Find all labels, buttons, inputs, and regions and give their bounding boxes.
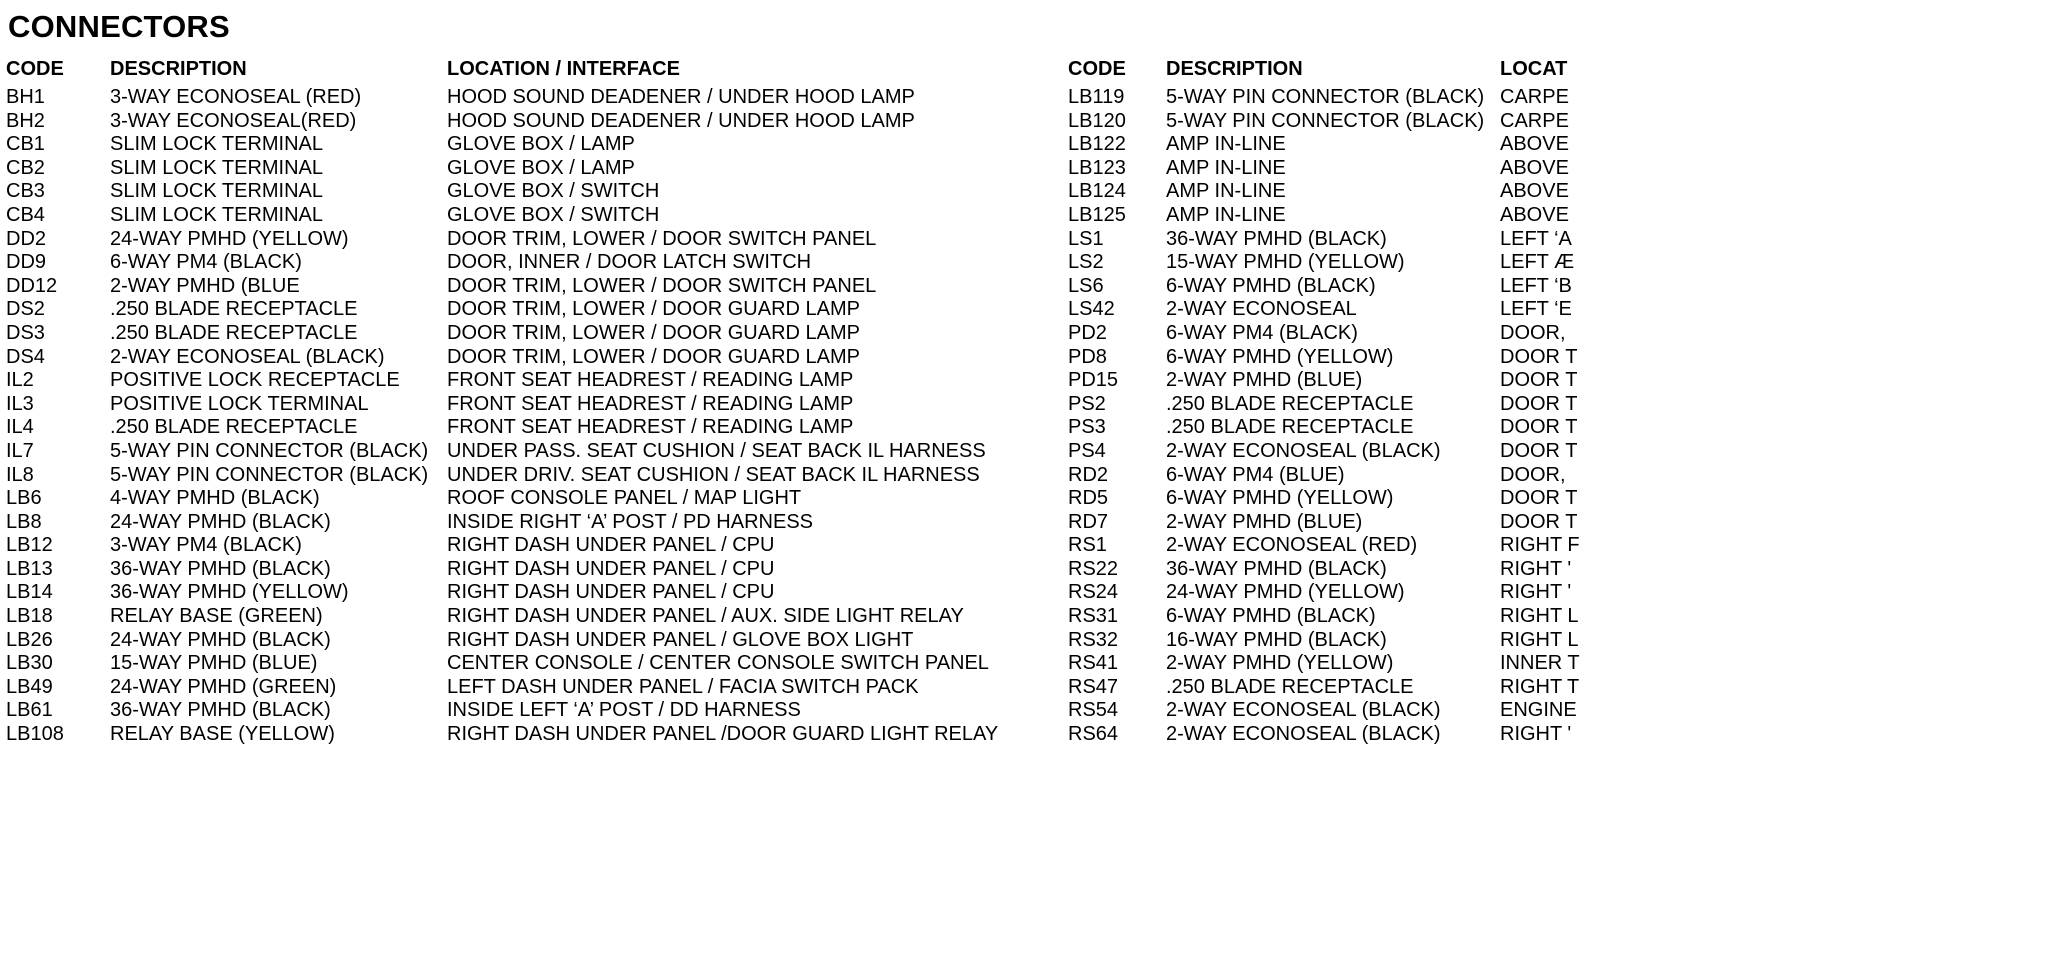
connector-description: RELAY BASE (GREEN) (110, 605, 323, 628)
connector-description: AMP IN-LINE (1166, 180, 1286, 203)
table-row (0, 180, 2050, 204)
connector-location: RIGHT L (1500, 628, 1579, 651)
table-row (0, 581, 2050, 605)
connector-description: 36-WAY PMHD (BLACK) (110, 699, 331, 722)
table-row (0, 699, 2050, 723)
connector-description: .250 BLADE RECEPTACLE (1166, 392, 1414, 415)
connector-description: 24-WAY PMHD (BLACK) (110, 628, 331, 651)
table-row (0, 534, 2050, 558)
connector-code: CB2 (6, 156, 45, 179)
connector-description: .250 BLADE RECEPTACLE (110, 416, 358, 439)
connector-description: 6-WAY PM4 (BLACK) (110, 251, 302, 274)
connector-code: LB122 (1068, 133, 1126, 156)
connector-code: PS3 (1068, 416, 1106, 439)
table-row (0, 228, 2050, 252)
connector-location: INSIDE RIGHT ‘A’ POST / PD HARNESS (447, 510, 813, 533)
connector-description: 5-WAY PIN CONNECTOR (BLACK) (1166, 109, 1485, 132)
connector-code: CB1 (6, 133, 45, 156)
connector-location: DOOR TRIM, LOWER / DOOR GUARD LAMP (447, 298, 860, 321)
connector-description: 5-WAY PIN CONNECTOR (BLACK) (110, 463, 429, 486)
connector-description: POSITIVE LOCK TERMINAL (110, 392, 369, 415)
connector-code: LS1 (1068, 227, 1104, 250)
connector-location: HOOD SOUND DEADENER / UNDER HOOD LAMP (447, 86, 915, 108)
connector-code: RS31 (1068, 605, 1119, 628)
connector-location: FRONT SEAT HEADREST / READING LAMP (447, 392, 854, 415)
connector-code: LB13 (6, 557, 53, 580)
connector-description: AMP IN-LINE (1166, 133, 1286, 156)
connector-location: CENTER CONSOLE / CENTER CONSOLE SWITCH PANEL (447, 652, 989, 675)
connector-location: UNDER DRIV. SEAT CUSHION / SEAT BACK IL HARNESS (447, 463, 980, 486)
connector-location: GLOVE BOX / SWITCH (447, 203, 660, 226)
connector-location: RIGHT DASH UNDER PANEL / GLOVE BOX LIGHT (447, 628, 914, 651)
connector-code: RD5 (1068, 487, 1109, 510)
connector-description: 36-WAY PMHD (BLACK) (1166, 227, 1387, 250)
table-row (0, 723, 2050, 747)
connector-location: DOOR T (1500, 510, 1578, 533)
connector-code: LB124 (1068, 180, 1126, 203)
connector-location: RIGHT DASH UNDER PANEL / CPU (447, 534, 775, 557)
connector-description: 3-WAY ECONOSEAL(RED) (110, 109, 357, 132)
connector-location: RIGHT DASH UNDER PANEL /DOOR GUARD LIGHT RELAY (447, 723, 999, 746)
table-row (0, 393, 2050, 417)
connector-location: RIGHT T (1500, 675, 1580, 698)
connector-location: GLOVE BOX / LAMP (447, 156, 635, 179)
table-row (0, 346, 2050, 370)
connector-code: LB12 (6, 534, 53, 557)
table-row (0, 440, 2050, 464)
connector-location: RIGHT L (1500, 605, 1579, 628)
connector-location: RIGHT DASH UNDER PANEL / AUX. SIDE LIGHT RELAY (447, 605, 964, 628)
connector-location: RIGHT DASH UNDER PANEL / CPU (447, 581, 775, 604)
connector-description: 2-WAY ECONOSEAL (BLACK) (1166, 439, 1441, 462)
connector-code: LS6 (1068, 274, 1104, 297)
header-location: LOCATION / INTERFACE (447, 58, 680, 80)
connector-description: 6-WAY PMHD (YELLOW) (1166, 345, 1394, 368)
connector-code: DS3 (6, 321, 45, 344)
connector-description: .250 BLADE RECEPTACLE (1166, 416, 1414, 439)
connector-code: DD2 (6, 227, 47, 250)
connector-description: AMP IN-LINE (1166, 156, 1286, 179)
connector-description: 2-WAY PMHD (BLUE) (1166, 510, 1363, 533)
connector-description: 6-WAY PMHD (YELLOW) (1166, 487, 1394, 510)
connector-location: DOOR TRIM, LOWER / DOOR GUARD LAMP (447, 321, 860, 344)
table-row (0, 676, 2050, 700)
header-code-right: CODE (1068, 58, 1126, 80)
table-row (0, 369, 2050, 393)
connector-code: BH2 (6, 109, 45, 132)
header-code: CODE (6, 58, 64, 80)
table-row (0, 204, 2050, 228)
connector-location: RIGHT DASH UNDER PANEL / CPU (447, 557, 775, 580)
connector-description: 16-WAY PMHD (BLACK) (1166, 628, 1387, 651)
connector-description: SLIM LOCK TERMINAL (110, 180, 324, 203)
connector-description: SLIM LOCK TERMINAL (110, 156, 324, 179)
connector-code: RS22 (1068, 557, 1119, 580)
connector-location: DOOR, (1500, 321, 1566, 344)
connector-code: IL7 (6, 439, 34, 462)
table-row (0, 251, 2050, 275)
right-connector-table (0, 86, 2050, 747)
connector-location: ABOVE (1500, 156, 1569, 179)
connector-code: RS1 (1068, 534, 1107, 557)
connector-location: DOOR T (1500, 416, 1578, 439)
connector-description: 24-WAY PMHD (GREEN) (110, 675, 337, 698)
connector-code: LB14 (6, 581, 53, 604)
connector-code: DD12 (6, 274, 58, 297)
connector-description: 2-WAY ECONOSEAL (BLACK) (110, 345, 385, 368)
connector-description: 24-WAY PMHD (BLACK) (110, 510, 331, 533)
connector-location: FRONT SEAT HEADREST / READING LAMP (447, 369, 854, 392)
connector-location: LEFT Æ (1500, 251, 1575, 274)
connector-location: ABOVE (1500, 133, 1569, 156)
connector-description: 2-WAY ECONOSEAL (RED) (1166, 534, 1418, 557)
connector-location: LEFT DASH UNDER PANEL / FACIA SWITCH PACK (447, 675, 919, 698)
connector-code: RD2 (1068, 463, 1109, 486)
page-title: CONNECTORS (8, 9, 230, 44)
table-row (0, 275, 2050, 299)
connector-location: CARPE (1500, 86, 1569, 108)
connector-description: 6-WAY PM4 (BLACK) (1166, 321, 1358, 344)
connector-location: CARPE (1500, 109, 1569, 132)
connector-code: RS47 (1068, 675, 1119, 698)
connector-location: INNER T (1500, 652, 1580, 675)
connector-description: POSITIVE LOCK RECEPTACLE (110, 369, 400, 392)
connector-location: DOOR T (1500, 487, 1578, 510)
table-row (0, 487, 2050, 511)
connector-code: LB18 (6, 605, 53, 628)
connector-code: RS24 (1068, 581, 1119, 604)
connector-location: LEFT ‘A (1500, 227, 1572, 250)
connector-code: IL3 (6, 392, 34, 415)
connector-location: RIGHT ' (1500, 557, 1572, 580)
connector-location: DOOR TRIM, LOWER / DOOR SWITCH PANEL (447, 274, 877, 297)
table-row (0, 629, 2050, 653)
connector-location: UNDER PASS. SEAT CUSHION / SEAT BACK IL HARNESS (447, 439, 986, 462)
connector-description: 36-WAY PMHD (YELLOW) (110, 581, 349, 604)
connector-description: 6-WAY PM4 (BLUE) (1166, 463, 1345, 486)
connector-code: BH1 (6, 86, 45, 108)
table-row (0, 652, 2050, 676)
connector-code: LB120 (1068, 109, 1126, 132)
header-location-right: LOCAT (1500, 58, 1568, 80)
header-description-right: DESCRIPTION (1166, 58, 1303, 80)
table-row (0, 110, 2050, 134)
connector-location: LEFT ‘E (1500, 298, 1572, 321)
connector-description: 2-WAY ECONOSEAL (BLACK) (1166, 699, 1441, 722)
connector-description: 15-WAY PMHD (YELLOW) (1166, 251, 1405, 274)
connector-description: .250 BLADE RECEPTACLE (110, 321, 358, 344)
connector-location: RIGHT ' (1500, 723, 1572, 746)
connector-location: DOOR T (1500, 439, 1578, 462)
connector-description: SLIM LOCK TERMINAL (110, 133, 324, 156)
connector-location: GLOVE BOX / SWITCH (447, 180, 660, 203)
connector-code: IL8 (6, 463, 34, 486)
connector-code: PD8 (1068, 345, 1107, 368)
connector-description: .250 BLADE RECEPTACLE (1166, 675, 1414, 698)
connector-code: LB123 (1068, 156, 1126, 179)
connector-code: LB49 (6, 675, 53, 698)
connector-description: 24-WAY PMHD (YELLOW) (1166, 581, 1405, 604)
connector-description: RELAY BASE (YELLOW) (110, 723, 335, 746)
table-row (0, 157, 2050, 181)
connector-location: LEFT ‘B (1500, 274, 1572, 297)
connector-description: 6-WAY PMHD (BLACK) (1166, 274, 1376, 297)
connector-code: IL4 (6, 416, 34, 439)
connector-code: LB125 (1068, 203, 1126, 226)
connector-description: 36-WAY PMHD (BLACK) (1166, 557, 1387, 580)
connector-location: DOOR TRIM, LOWER / DOOR GUARD LAMP (447, 345, 860, 368)
connector-code: DS4 (6, 345, 45, 368)
connector-location: INSIDE LEFT ‘A’ POST / DD HARNESS (447, 699, 801, 722)
connector-code: DD9 (6, 251, 47, 274)
table-row (0, 86, 2050, 110)
connector-code: LB8 (6, 510, 42, 533)
connector-location: DOOR, INNER / DOOR LATCH SWITCH (447, 251, 812, 274)
table-row (0, 464, 2050, 488)
connector-location: ROOF CONSOLE PANEL / MAP LIGHT (447, 487, 802, 510)
connector-code: LS42 (1068, 298, 1115, 321)
connector-code: LB119 (1068, 86, 1125, 108)
connector-code: PS4 (1068, 439, 1106, 462)
connector-location: ABOVE (1500, 180, 1569, 203)
connector-description: 5-WAY PIN CONNECTOR (BLACK) (1166, 86, 1485, 108)
connector-location: DOOR T (1500, 345, 1578, 368)
connector-location: DOOR, (1500, 463, 1566, 486)
connector-location: HOOD SOUND DEADENER / UNDER HOOD LAMP (447, 109, 915, 132)
table-row (0, 322, 2050, 346)
connector-code: LS2 (1068, 251, 1104, 274)
header-description: DESCRIPTION (110, 58, 247, 80)
connector-description: 5-WAY PIN CONNECTOR (BLACK) (110, 439, 429, 462)
table-row (0, 416, 2050, 440)
connector-description: 2-WAY ECONOSEAL (BLACK) (1166, 723, 1441, 746)
connector-code: DS2 (6, 298, 45, 321)
connector-code: LB6 (6, 487, 42, 510)
table-row (0, 298, 2050, 322)
connector-code: PS2 (1068, 392, 1106, 415)
connector-description: .250 BLADE RECEPTACLE (110, 298, 358, 321)
connector-code: LB61 (6, 699, 53, 722)
connector-code: RD7 (1068, 510, 1109, 533)
connector-description: 6-WAY PMHD (BLACK) (1166, 605, 1376, 628)
connector-location: RIGHT F (1500, 534, 1580, 557)
connector-code: RS64 (1068, 723, 1119, 746)
table-row (0, 605, 2050, 629)
connector-location: DOOR TRIM, LOWER / DOOR SWITCH PANEL (447, 227, 877, 250)
connector-code: IL2 (6, 369, 34, 392)
table-row (0, 558, 2050, 582)
connector-location: GLOVE BOX / LAMP (447, 133, 635, 156)
connector-description: 3-WAY ECONOSEAL (RED) (110, 86, 362, 108)
connector-description: 2-WAY PMHD (YELLOW) (1166, 652, 1394, 675)
connector-code: LB26 (6, 628, 53, 651)
connector-location: DOOR T (1500, 392, 1578, 415)
connector-description: 2-WAY ECONOSEAL (1166, 298, 1357, 321)
connector-location: ENGINE (1500, 699, 1577, 722)
table-row (0, 511, 2050, 535)
connector-description: 2-WAY PMHD (BLUE) (1166, 369, 1363, 392)
connector-description: 2-WAY PMHD (BLUE (110, 274, 300, 297)
connector-code: PD15 (1068, 369, 1119, 392)
connector-code: LB108 (6, 723, 64, 746)
connector-description: 36-WAY PMHD (BLACK) (110, 557, 331, 580)
connector-description: AMP IN-LINE (1166, 203, 1286, 226)
table-row (0, 133, 2050, 157)
connector-code: RS41 (1068, 652, 1119, 675)
connector-code: RS54 (1068, 699, 1119, 722)
connector-description: SLIM LOCK TERMINAL (110, 203, 324, 226)
connector-description: 24-WAY PMHD (YELLOW) (110, 227, 349, 250)
connector-location: DOOR T (1500, 369, 1578, 392)
connector-location: ABOVE (1500, 203, 1569, 226)
connector-description: 4-WAY PMHD (BLACK) (110, 487, 320, 510)
connector-code: LB30 (6, 652, 53, 675)
connector-code: PD2 (1068, 321, 1107, 344)
connector-code: CB3 (6, 180, 45, 203)
connector-code: RS32 (1068, 628, 1119, 651)
connector-location: RIGHT ' (1500, 581, 1572, 604)
connector-description: 3-WAY PM4 (BLACK) (110, 534, 302, 557)
connector-location: FRONT SEAT HEADREST / READING LAMP (447, 416, 854, 439)
connector-code: CB4 (6, 203, 45, 226)
connector-description: 15-WAY PMHD (BLUE) (110, 652, 318, 675)
